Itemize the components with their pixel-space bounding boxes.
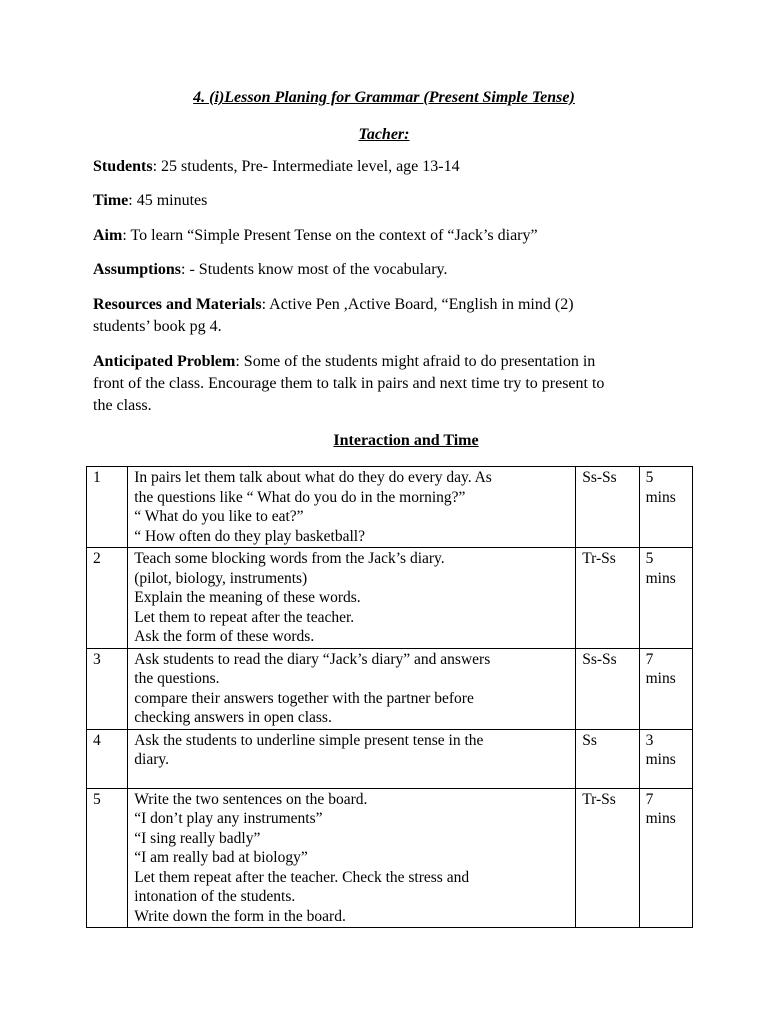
- activity-line: (pilot, biology, instruments): [134, 569, 308, 587]
- step-number-cell: 3: [87, 648, 128, 729]
- activity-line: Ask students to read the diary “Jack’s diary” and answers: [134, 650, 491, 668]
- step-number-cell: 2: [87, 548, 128, 649]
- activity-line: Let them to repeat after the teacher.: [134, 608, 355, 626]
- step-number-cell: 1: [87, 467, 128, 548]
- activity-line: Teach some blocking words from the Jack’s diary.: [134, 550, 445, 567]
- interaction-cell: Ss: [576, 729, 639, 788]
- activity-line: Let them repeat after the teacher. Check the stress and: [134, 868, 470, 886]
- table-row: [87, 729, 693, 788]
- time-label: Time: [93, 192, 129, 209]
- lesson-plan-body: [87, 467, 693, 928]
- activity-line: Ask the students to underline simple present tense in the: [134, 731, 484, 749]
- time-number: 7: [645, 790, 654, 808]
- problem-line-2: front of the class. Encourage them to talk in pairs and next time try to present to: [93, 375, 605, 392]
- activity-line: the questions.: [134, 670, 220, 687]
- aim-value: : To learn “Simple Present Tense on the context of “Jack’s diary”: [122, 227, 538, 244]
- activity-cell: [128, 548, 576, 649]
- time-unit: mins: [645, 569, 676, 587]
- problem-label: Anticipated Problem: [93, 353, 236, 370]
- activity-cell: [128, 788, 576, 928]
- assumptions-value: : - Students know most of the vocabulary.: [181, 261, 448, 278]
- activity-line: intonation of the students.: [134, 888, 296, 905]
- activity-line: checking answers in open class.: [134, 709, 332, 726]
- activity-cell: [128, 729, 576, 788]
- activity-line: “I am really bad at biology”: [134, 849, 308, 866]
- problem-line-1: [93, 351, 683, 373]
- assumptions-label: Assumptions: [93, 261, 182, 278]
- time-value: : 45 minutes: [128, 192, 208, 209]
- activity-line: diary.: [134, 751, 169, 768]
- activity-line: Ask the form of these words.: [134, 628, 315, 645]
- time-number: 3: [645, 731, 654, 749]
- resources-line-2: students’ book pg 4.: [93, 318, 222, 335]
- resources-paragraph: [93, 294, 683, 338]
- lesson-plan-table: [86, 466, 693, 928]
- interaction-heading: Interaction and Time: [333, 432, 479, 449]
- table-row: [87, 788, 693, 928]
- activity-line: Explain the meaning of these words.: [134, 589, 361, 606]
- activity-line: compare their answers together with the partner before: [134, 689, 474, 707]
- activity-cell: [128, 648, 576, 729]
- resources-line-1: [93, 294, 683, 316]
- activity-line: “I sing really badly”: [134, 829, 261, 847]
- time-line: [93, 190, 683, 212]
- interaction-cell: Tr-Ss: [576, 548, 639, 649]
- time-unit: mins: [645, 488, 676, 506]
- time-cell: [639, 467, 692, 548]
- time-cell: [639, 648, 692, 729]
- resources-text-1: : Active Pen ,Active Board, “English in mind (2): [261, 296, 574, 313]
- activity-line: “I don’t play any instruments”: [134, 810, 323, 827]
- interaction-cell: Ss-Ss: [576, 648, 639, 729]
- time-cell: [639, 729, 692, 788]
- students-value: : 25 students, Pre- Intermediate level, age 13-14: [152, 158, 460, 175]
- students-label: Students: [93, 158, 153, 175]
- table-row: [87, 548, 693, 649]
- resources-label: Resources and Materials: [93, 296, 262, 313]
- activity-line: Write down the form in the board.: [134, 907, 346, 925]
- problem-line-3: the class.: [93, 397, 152, 414]
- time-cell: [639, 548, 692, 649]
- activity-line: Write the two sentences on the board.: [134, 790, 368, 808]
- table-row: [87, 648, 693, 729]
- time-unit: mins: [645, 810, 676, 827]
- time-unit: mins: [645, 670, 676, 687]
- interaction-cell: Ss-Ss: [576, 467, 639, 548]
- interaction-cell: Tr-Ss: [576, 788, 639, 928]
- step-number-cell: 5: [87, 788, 128, 928]
- aim-line: [93, 225, 683, 247]
- activity-line: “ What do you like to eat?”: [134, 508, 304, 525]
- problem-paragraph: [93, 351, 683, 417]
- time-number: 7: [645, 650, 654, 668]
- time-number: 5: [645, 550, 654, 567]
- students-line: [93, 156, 683, 178]
- activity-line: In pairs let them talk about what do they do every day. As: [134, 469, 492, 486]
- assumptions-line: [93, 259, 683, 281]
- activity-line: the questions like “ What do you do in the morning?”: [134, 488, 466, 506]
- activity-cell: [128, 467, 576, 548]
- time-unit: mins: [645, 751, 676, 768]
- table-row: [87, 467, 693, 548]
- time-cell: [639, 788, 692, 928]
- teacher-heading: Tacher:: [358, 126, 410, 143]
- document-title: 4. (i)Lesson Planing for Grammar (Present Simple Tense): [193, 89, 575, 106]
- activity-line: “ How often do they play basketball?: [134, 527, 365, 545]
- step-number-cell: 4: [87, 729, 128, 788]
- time-number: 5: [645, 469, 654, 486]
- problem-text-1: : Some of the students might afraid to do presentation in: [235, 353, 596, 370]
- aim-label: Aim: [93, 227, 123, 244]
